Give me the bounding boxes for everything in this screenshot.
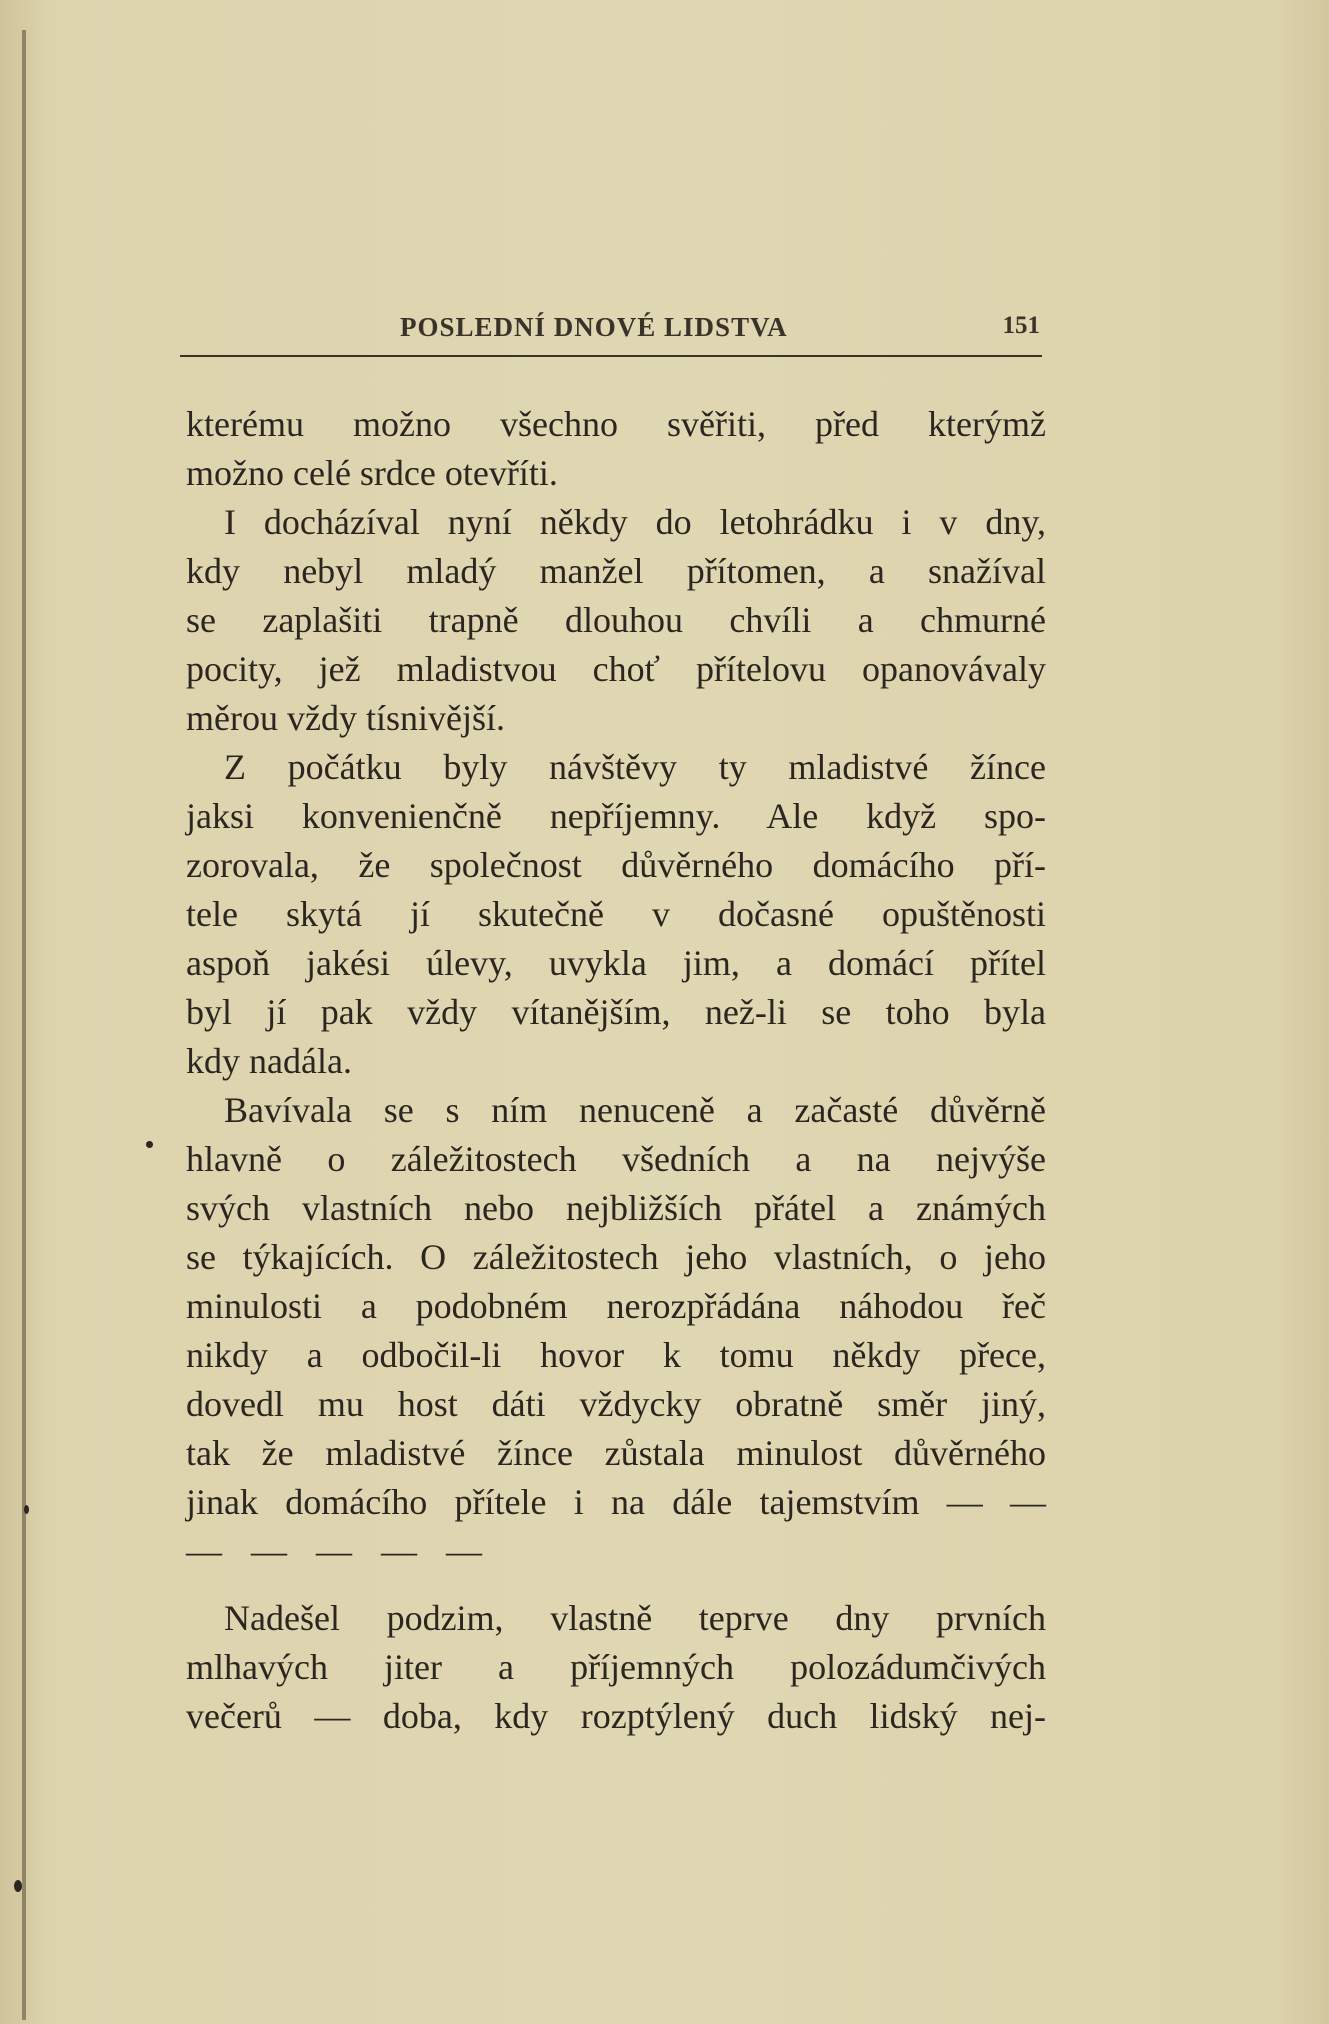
text-line: Bavívala se s ním nenuceně a začasté důvěrně: [224, 1090, 1046, 1130]
text-line: se týkajících. O záležitostech jeho vlastních, o jeho: [186, 1237, 1046, 1277]
text-line: dovedl mu host dáti vždycky obratně směr jiný,: [186, 1384, 1046, 1424]
page-number: 151: [1002, 312, 1040, 339]
text-line: možno celé srdce otevříti.: [186, 453, 558, 493]
text-line: Z počátku byly návštěvy ty mladistvé žínce: [224, 747, 1046, 787]
text-line: I docházíval nyní někdy do letohrádku i v dny,: [224, 502, 1046, 542]
text-line: mlhavých jiter a příjemných polozádumčivých: [186, 1647, 1046, 1687]
text-line: večerů — doba, kdy rozptýlený duch lidský nej-: [186, 1696, 1046, 1736]
text-line: kdy nadála.: [186, 1041, 352, 1081]
ink-speck: [24, 1505, 29, 1514]
text-line: minulosti a podobném nerozpřádána náhodou řeč: [186, 1286, 1046, 1326]
text-line: Nadešel podzim, vlastně teprve dny prvních: [224, 1598, 1046, 1638]
ink-speck: [146, 1141, 153, 1148]
running-title: POSLEDNÍ DNOVÉ LIDSTVA: [400, 312, 788, 342]
text-line: nikdy a odbočil-li hovor k tomu někdy přece,: [186, 1335, 1046, 1375]
text-line: zorovala, že společnost důvěrného domácího pří-: [186, 845, 1046, 885]
body-text: [186, 400, 1046, 1741]
text-line: jinak domácího přítele i na dále tajemstvím — —: [186, 1482, 1046, 1522]
section-break-dashes: — — — — —: [186, 1531, 492, 1571]
section-gap: [186, 1576, 1046, 1594]
text-line: měrou vždy tísnivější.: [186, 698, 505, 738]
text-line: kdy nebyl mladý manžel přítomen, a snažíval: [186, 551, 1046, 591]
text-line: se zaplašiti trapně dlouhou chvíli a chmurné: [186, 600, 1046, 640]
text-line: byl jí pak vždy vítanějším, než-li se toho byla: [186, 992, 1046, 1032]
text-line: tele skytá jí skutečně v dočasné opuštěnosti: [186, 894, 1046, 934]
ink-speck: [14, 1880, 22, 1892]
header-rule: [180, 355, 1042, 357]
text-line: jaksi konvenienčně nepříjemny. Ale když spo-: [186, 796, 1046, 836]
text-line: tak že mladistvé žínce zůstala minulost důvěrného: [186, 1433, 1046, 1473]
binding-edge: [22, 30, 26, 2020]
running-head: [180, 312, 1040, 352]
text-line: kterému možno všechno svěřiti, před kterýmž: [186, 404, 1046, 444]
text-line: pocity, jež mladistvou choť přítelovu opanovávaly: [186, 649, 1046, 689]
text-line: svých vlastních nebo nejbližších přátel a známých: [186, 1188, 1046, 1228]
text-line: hlavně o záležitostech všedních a na nejvýše: [186, 1139, 1046, 1179]
text-line: aspoň jakési úlevy, uvykla jim, a domácí přítel: [186, 943, 1046, 983]
